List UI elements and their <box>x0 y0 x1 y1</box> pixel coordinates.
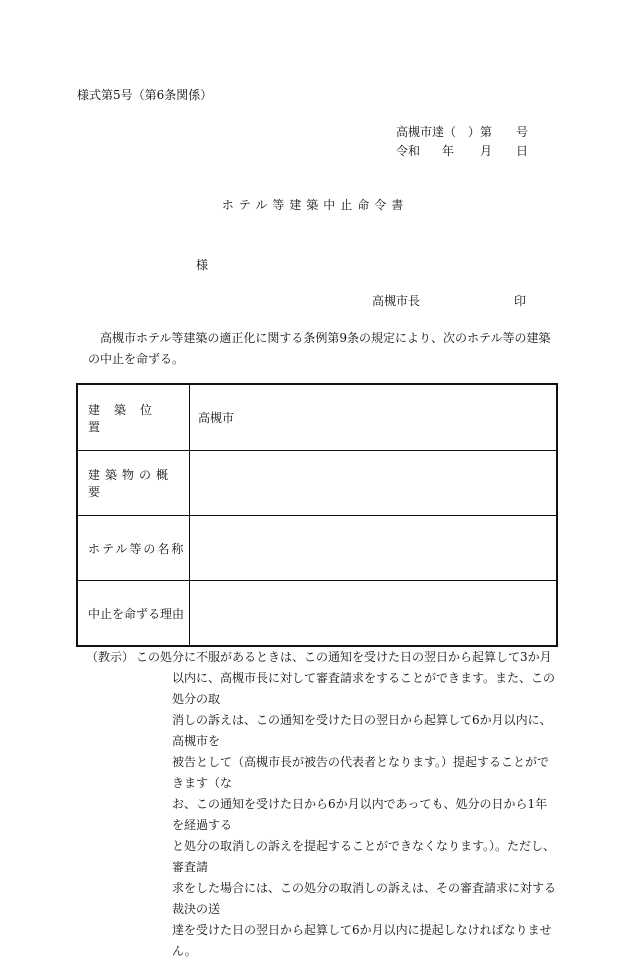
notice-line: 求をした場合には、この処分の取消しの訴えは、その審査請求に対する裁決の送 <box>172 881 557 916</box>
reference-city-label: 高槻市達（ ）第 <box>396 125 493 139</box>
reference-suffix: 号 <box>516 125 529 139</box>
notice-line: 被告として（高槻市長が被告の代表者となります。）提起することができます（な <box>172 755 550 790</box>
table-row-hotel-name <box>78 515 556 580</box>
notice-line: この処分に不服があるときは、この通知を受けた日の翌日から起算して3か月 <box>136 650 552 664</box>
hotel-name-label: ホテル等の名称 <box>78 516 190 580</box>
notice-line: と処分の取消しの訴えを提起することができなくなります。）。ただし、審査請 <box>172 839 556 874</box>
day-label: 日 <box>516 144 529 158</box>
notice-line: 以内に、高槻市長に対して審査請求をすることができます。また、この処分の取 <box>172 671 556 706</box>
notice-line: 消しの訴えは、この通知を受けた日の翌日から起算して6か月以内に、高槻市を <box>172 713 552 748</box>
document-title: ホテル等建築中止命令書 <box>221 198 409 212</box>
table-row-reason <box>78 580 556 645</box>
order-details-table <box>76 383 558 647</box>
building-overview-value <box>190 451 556 515</box>
form-number: 様式第5号（第6条関係） <box>77 88 213 102</box>
date-line <box>396 142 528 159</box>
month-label: 月 <box>480 144 493 158</box>
notice-label: （教示） <box>86 650 135 664</box>
reason-label: 中止を命ずる理由 <box>78 581 190 645</box>
table-row-building-overview <box>78 450 556 515</box>
year-label: 年 <box>442 144 455 158</box>
table-row-location <box>78 385 556 450</box>
notice-line: 達を受けた日の翌日から起算して6か月以内に提起しなければなりません。 <box>172 923 552 958</box>
issuer-name: 高槻市長 <box>372 294 421 308</box>
location-label: 建築位置 <box>78 385 190 450</box>
location-value: 高槻市 <box>198 411 235 425</box>
recipient-honorific: 様 <box>196 258 209 272</box>
reference-number-line <box>396 123 528 140</box>
era-label: 令和 <box>396 144 421 158</box>
notice-line: お、この通知を受けた日から6か月以内であっても、処分の日から1年を経過する <box>172 797 548 832</box>
seal-mark: 印 <box>514 294 527 308</box>
reason-value <box>190 581 556 645</box>
hotel-name-value <box>190 516 556 580</box>
building-overview-label: 建築物の概要 <box>78 451 190 515</box>
order-body-text: 高槻市ホテル等建築の適正化に関する条例第9条の規定により、次のホテル等の建築の中止を命ずる。 <box>88 331 551 366</box>
